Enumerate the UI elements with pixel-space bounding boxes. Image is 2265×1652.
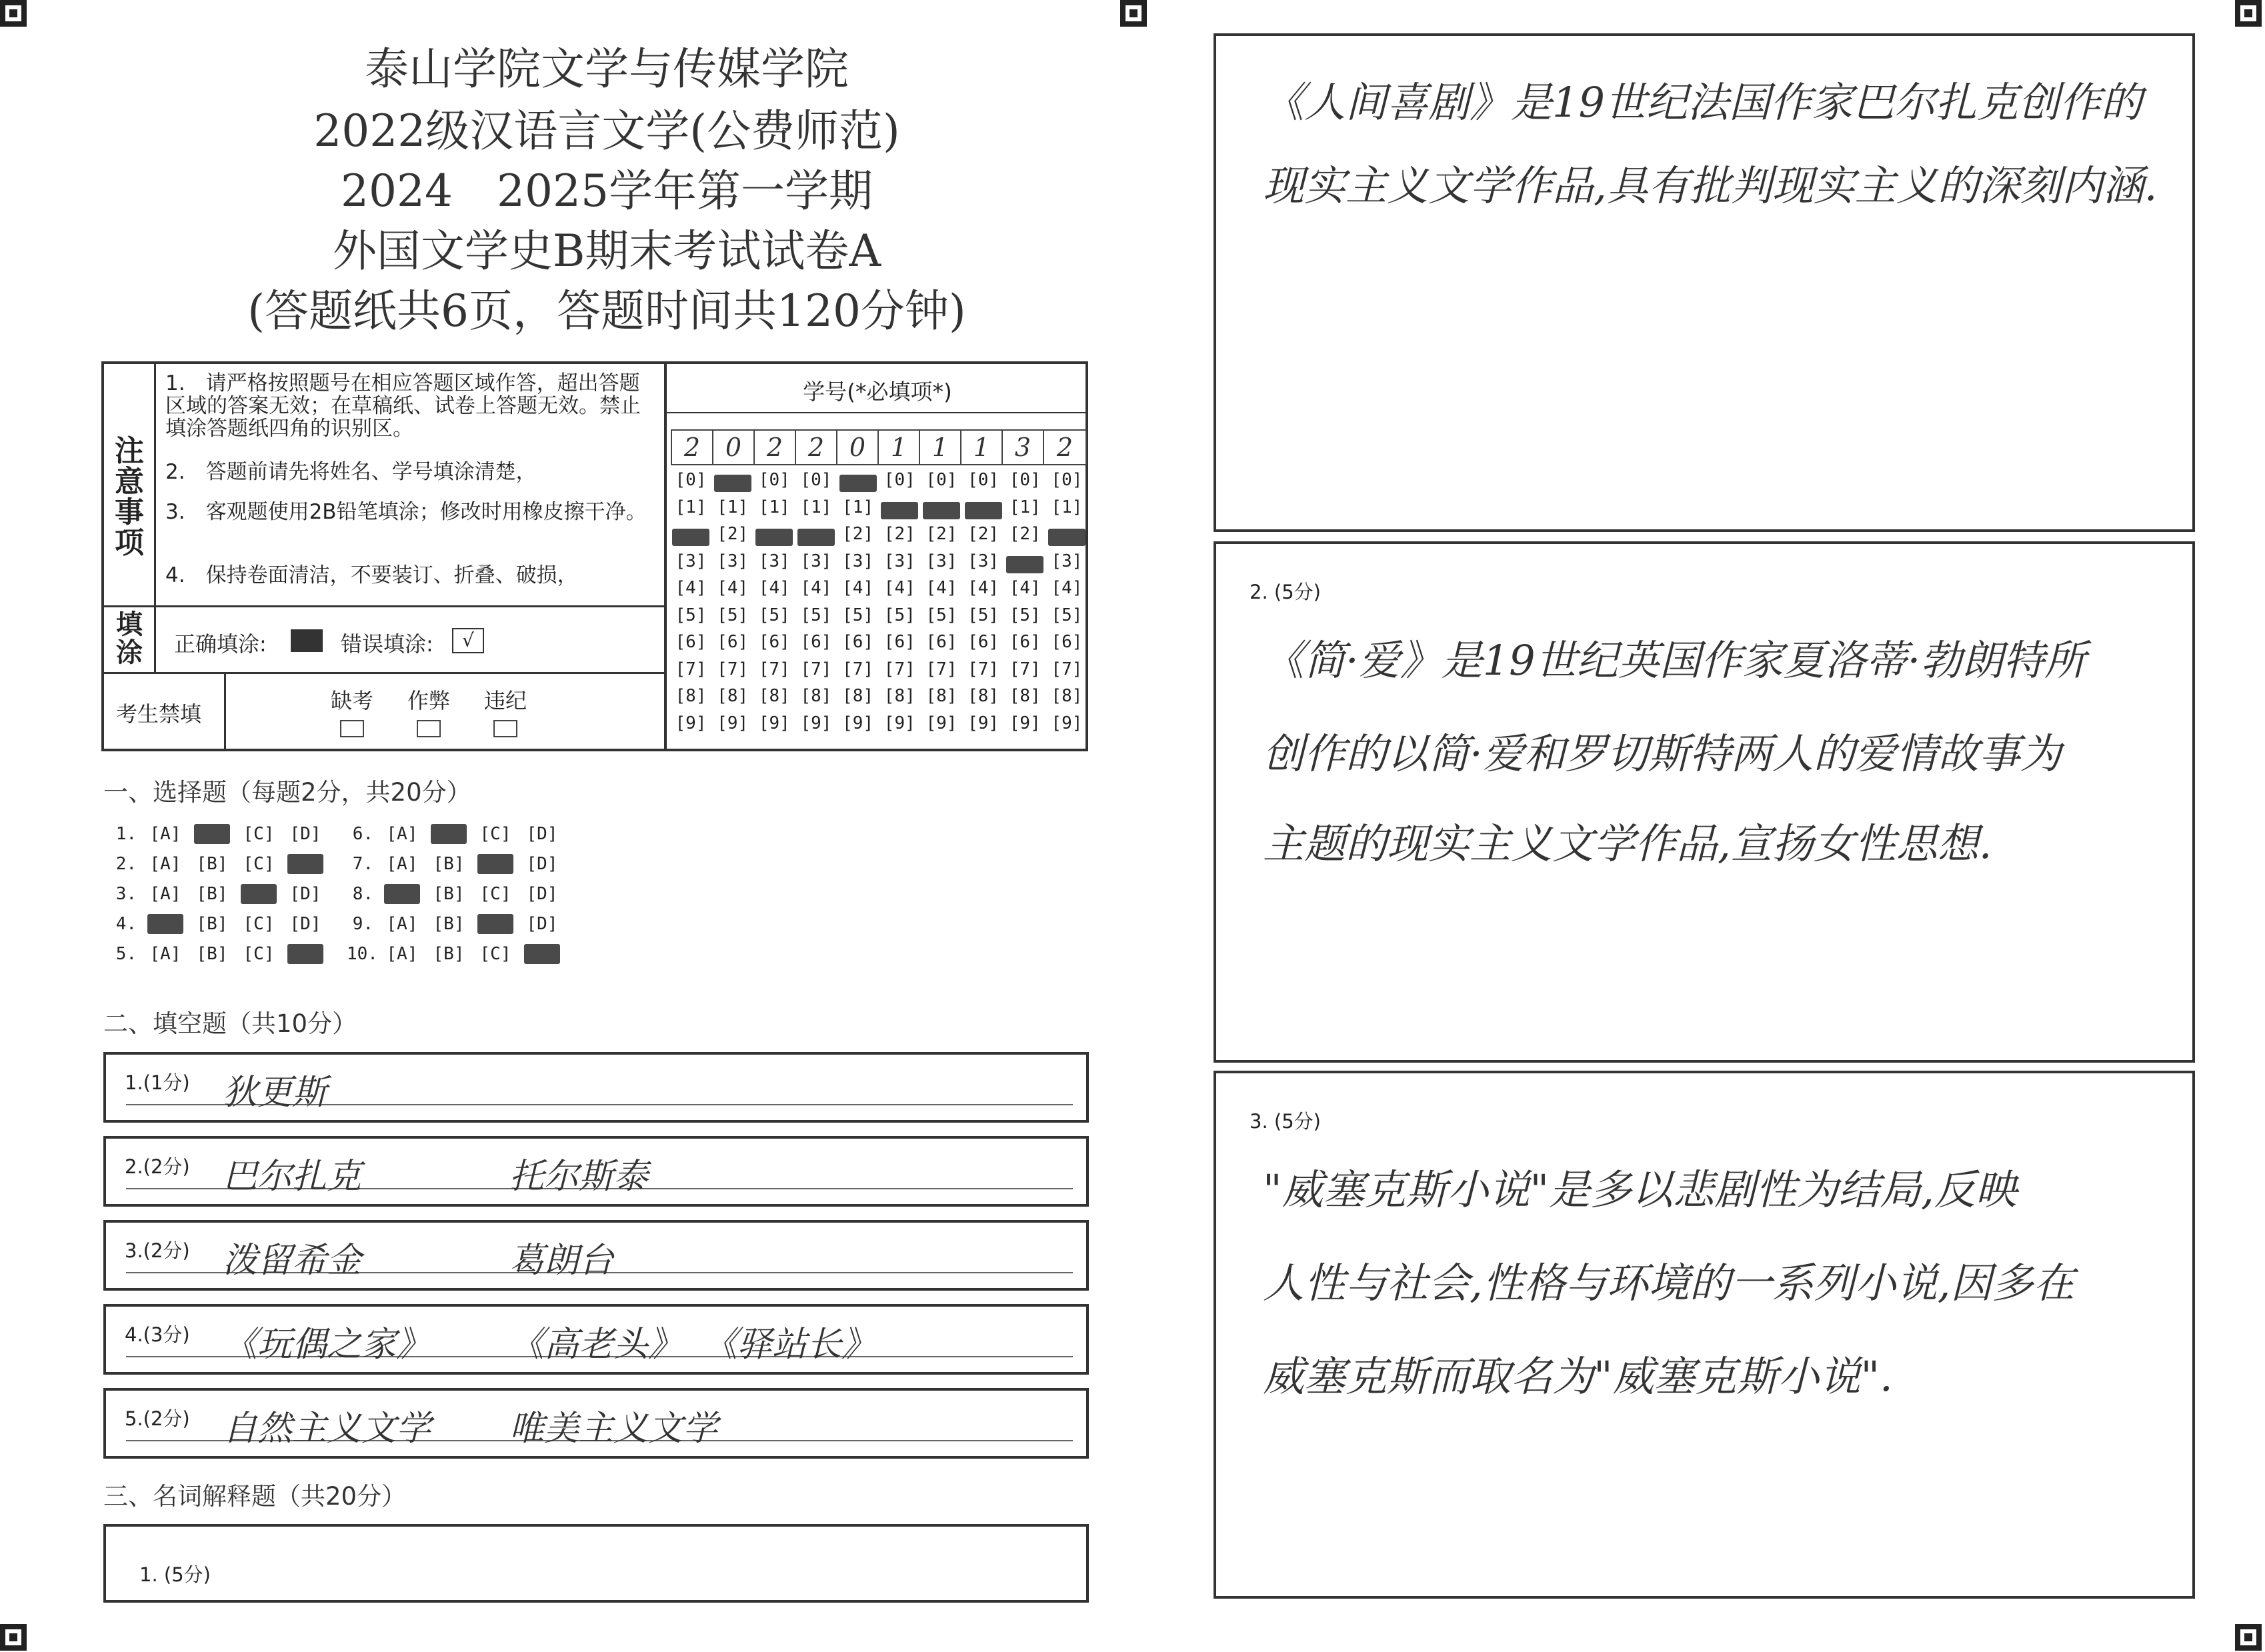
mc-option-bubble[interactable]: [B] bbox=[196, 914, 228, 934]
id-bubble[interactable]: [6] bbox=[675, 632, 707, 652]
id-bubble[interactable]: [0] bbox=[1051, 470, 1083, 490]
fill-blank-box[interactable] bbox=[103, 1052, 1089, 1123]
id-bubble-row bbox=[672, 659, 1085, 687]
fill-correct-sample bbox=[291, 629, 323, 652]
id-bubble[interactable]: [5] bbox=[925, 605, 957, 625]
fill-blank-box[interactable] bbox=[103, 1304, 1089, 1375]
fill-blank-answer: 狄更斯 bbox=[223, 1073, 327, 1113]
id-bubble-row bbox=[672, 551, 1085, 579]
corner-marker-top-left bbox=[0, 0, 27, 27]
id-bubble[interactable]: [7] bbox=[717, 659, 749, 679]
fill-wrong-sample: √ bbox=[452, 628, 484, 653]
id-bubble[interactable]: [2] bbox=[672, 529, 709, 546]
mc-question-row bbox=[110, 854, 323, 874]
mc-option-bubble[interactable]: [C] bbox=[479, 884, 511, 904]
id-bubble[interactable]: [3] bbox=[967, 551, 999, 571]
mc-option-bubble[interactable]: [A] bbox=[386, 824, 418, 844]
student-id-digits bbox=[671, 429, 1087, 465]
id-bubble[interactable]: [2] bbox=[883, 524, 915, 544]
notice-item-2: 2. 答题前请先将姓名、学号填涂清楚， bbox=[165, 460, 537, 484]
id-bubble[interactable]: [7] bbox=[800, 659, 832, 679]
id-bubble[interactable]: [8] bbox=[1051, 686, 1083, 706]
mc-option-bubble[interactable]: [D] bbox=[289, 914, 321, 934]
fill-blank-answer: 《玩偶之家》 bbox=[223, 1325, 431, 1365]
fill-blank-label: 3.(2分) bbox=[125, 1239, 190, 1262]
mc-option-bubble[interactable]: [A] bbox=[149, 884, 181, 904]
mc-question-number: 4. bbox=[115, 914, 137, 934]
mc-option-bubble[interactable]: [A] bbox=[386, 944, 418, 964]
answer-3-line-1: "威塞克斯小说"是多以悲剧性为结局,反映 bbox=[1263, 1165, 2017, 1214]
id-bubble[interactable]: [7] bbox=[758, 659, 790, 679]
id-bubble[interactable]: [6] bbox=[842, 632, 874, 652]
notice-item-4: 4. 保持卷面清洁，不要装订、折叠、破损， bbox=[165, 563, 578, 587]
id-bubble[interactable]: [0] bbox=[714, 475, 751, 492]
short-answer-3-box[interactable] bbox=[1214, 1071, 2195, 1599]
violation-checkbox[interactable] bbox=[493, 720, 517, 737]
id-bubble[interactable]: [4] bbox=[967, 578, 999, 598]
id-bubble[interactable]: [7] bbox=[967, 659, 999, 679]
id-bubble[interactable]: [0] bbox=[925, 470, 957, 490]
exam-option-absent: 缺考 bbox=[331, 684, 373, 737]
short-answer-1-label: 1. (5分) bbox=[139, 1563, 211, 1586]
student-id-bubble-grid[interactable] bbox=[672, 470, 1085, 740]
id-bubble[interactable]: [1] bbox=[881, 502, 918, 519]
header-line-1: 泰山学院文学与传媒学院 bbox=[365, 43, 849, 95]
mc-question-row bbox=[110, 914, 323, 934]
mc-question-row bbox=[110, 884, 323, 904]
id-bubble[interactable]: [5] bbox=[717, 605, 749, 625]
mc-question-row bbox=[110, 824, 323, 844]
mc-question-number: 8. bbox=[352, 884, 373, 904]
id-digit: 2 bbox=[672, 431, 713, 464]
mc-option-bubble[interactable]: [B] bbox=[433, 914, 465, 934]
header-line-5: (答题纸共6页，答题时间共120分钟) bbox=[247, 285, 966, 337]
mc-option-bubble[interactable]: [D] bbox=[526, 884, 558, 904]
id-bubble[interactable]: [8] bbox=[842, 686, 874, 706]
fill-blank-label: 2.(2分) bbox=[125, 1155, 190, 1178]
id-bubble[interactable]: [2] bbox=[1009, 524, 1041, 544]
id-bubble[interactable]: [6] bbox=[967, 632, 999, 652]
exam-option-cheat: 作弊 bbox=[407, 684, 450, 737]
id-bubble[interactable]: [4] bbox=[883, 578, 915, 598]
id-bubble[interactable]: [4] bbox=[717, 578, 749, 598]
mc-option-bubble[interactable]: [B] bbox=[433, 944, 465, 964]
fill-blank-answer: 自然主义文学 bbox=[223, 1409, 431, 1449]
id-bubble[interactable]: [8] bbox=[717, 686, 749, 706]
id-bubble[interactable]: [8] bbox=[883, 686, 915, 706]
id-bubble[interactable]: [9] bbox=[675, 713, 707, 733]
id-bubble[interactable]: [9] bbox=[1051, 713, 1083, 733]
id-bubble[interactable]: [7] bbox=[1009, 659, 1041, 679]
fill-blank-label: 1.(1分) bbox=[125, 1071, 190, 1094]
fill-blank-answer: 葛朗台 bbox=[509, 1241, 614, 1281]
id-bubble[interactable]: [1] bbox=[923, 502, 960, 519]
absent-checkbox[interactable] bbox=[340, 720, 364, 737]
id-bubble[interactable]: [2] bbox=[717, 524, 749, 544]
id-bubble[interactable]: [1] bbox=[1051, 497, 1083, 517]
cheat-checkbox[interactable] bbox=[417, 720, 441, 737]
id-bubble[interactable]: [3] bbox=[800, 551, 832, 571]
answer-2-line-2: 创作的以简·爱和罗切斯特两人的爱情故事为 bbox=[1263, 729, 2062, 778]
mc-option-bubble[interactable]: [D] bbox=[524, 944, 560, 964]
id-bubble[interactable]: [7] bbox=[925, 659, 957, 679]
id-bubble[interactable]: [3] bbox=[842, 551, 874, 571]
answer-3-line-2: 人性与社会,性格与环境的一系列小说,因多在 bbox=[1263, 1259, 2075, 1307]
id-bubble-row bbox=[672, 713, 1085, 741]
corner-marker-top-middle bbox=[1120, 0, 1147, 27]
mc-question-number: 3. bbox=[115, 884, 137, 904]
short-answer-1-box[interactable] bbox=[103, 1524, 1089, 1603]
id-bubble[interactable]: [3] bbox=[1051, 551, 1083, 571]
id-bubble-row bbox=[672, 524, 1085, 551]
mc-option-bubble[interactable]: [B] bbox=[196, 884, 228, 904]
id-bubble[interactable]: [3] bbox=[883, 551, 915, 571]
id-bubble[interactable]: [5] bbox=[758, 605, 790, 625]
id-bubble[interactable]: [3] bbox=[925, 551, 957, 571]
mc-option-bubble[interactable]: [B] bbox=[194, 824, 230, 844]
id-bubble[interactable]: [6] bbox=[1051, 632, 1083, 652]
mc-option-bubble[interactable]: [D] bbox=[526, 824, 558, 844]
mc-option-bubble[interactable]: [A] bbox=[149, 824, 181, 844]
notice-item-3: 3. 客观题使用2B铅笔填涂；修改时用橡皮擦干净。 bbox=[165, 500, 647, 524]
mc-question-number: 10. bbox=[347, 944, 378, 964]
id-bubble[interactable]: [6] bbox=[925, 632, 957, 652]
mc-option-bubble[interactable]: [D] bbox=[287, 854, 323, 874]
id-bubble[interactable]: [0] bbox=[967, 470, 999, 490]
id-bubble-row bbox=[672, 578, 1085, 605]
mc-option-bubble[interactable]: [A] bbox=[149, 944, 181, 964]
fill-side-label: 填涂 bbox=[116, 609, 143, 668]
id-bubble[interactable]: [4] bbox=[675, 578, 707, 598]
id-bubble[interactable]: [5] bbox=[883, 605, 915, 625]
id-bubble[interactable]: [9] bbox=[758, 713, 790, 733]
id-bubble[interactable]: [1] bbox=[965, 502, 1002, 519]
mc-option-bubble[interactable]: [D] bbox=[289, 824, 321, 844]
mc-option-bubble[interactable]: [A] bbox=[149, 854, 181, 874]
answer-2-line-1: 《简·爱》是19世纪英国作家夏洛蒂·勃朗特所 bbox=[1263, 636, 2086, 685]
mc-question-number: 2. bbox=[115, 854, 137, 874]
mc-option-bubble[interactable]: [D] bbox=[287, 944, 323, 964]
fill-blank-label: 4.(3分) bbox=[125, 1323, 190, 1346]
mc-option-bubble[interactable]: [C] bbox=[243, 944, 275, 964]
id-bubble[interactable]: [2] bbox=[842, 524, 874, 544]
id-digit: 1 bbox=[961, 431, 1003, 464]
mc-option-bubble[interactable]: [C] bbox=[241, 884, 277, 904]
mc-question-number: 1. bbox=[115, 824, 137, 844]
id-bubble[interactable]: [0] bbox=[675, 470, 707, 490]
id-bubble[interactable]: [9] bbox=[717, 713, 749, 733]
id-bubble[interactable]: [1] bbox=[717, 497, 749, 517]
mc-option-bubble[interactable]: [C] bbox=[479, 944, 511, 964]
id-bubble[interactable]: [7] bbox=[1051, 659, 1083, 679]
id-bubble[interactable]: [5] bbox=[967, 605, 999, 625]
header-line-4: 外国文学史B期末考试试卷A bbox=[332, 225, 881, 277]
id-bubble[interactable]: [7] bbox=[842, 659, 874, 679]
mc-question-row bbox=[347, 854, 560, 874]
id-bubble[interactable]: [8] bbox=[800, 686, 832, 706]
corner-marker-bottom-right bbox=[2235, 1624, 2262, 1651]
fill-blank-answer: 巴尔扎克 bbox=[223, 1157, 362, 1197]
mc-question-row bbox=[347, 914, 560, 934]
id-bubble[interactable]: [1] bbox=[675, 497, 707, 517]
id-bubble[interactable]: [2] bbox=[1048, 529, 1085, 546]
short-answer-2-box[interactable] bbox=[1214, 541, 2195, 1063]
mc-question-number: 5. bbox=[115, 944, 137, 964]
id-digit: 2 bbox=[1056, 433, 1073, 462]
answer-3-label: 3. (5分) bbox=[1250, 1110, 1321, 1133]
id-bubble[interactable]: [8] bbox=[675, 686, 707, 706]
id-bubble[interactable]: [2] bbox=[925, 524, 957, 544]
mc-option-bubble[interactable]: [C] bbox=[243, 914, 275, 934]
id-bubble[interactable]: [0] bbox=[758, 470, 790, 490]
id-digit: 0 bbox=[713, 431, 755, 464]
short-answer-1-continued[interactable] bbox=[1214, 33, 2195, 532]
id-bubble-row bbox=[672, 497, 1085, 525]
id-bubble[interactable]: [4] bbox=[925, 578, 957, 598]
id-bubble[interactable]: [7] bbox=[675, 659, 707, 679]
mc-option-bubble[interactable]: [A] bbox=[384, 884, 420, 904]
id-bubble[interactable]: [6] bbox=[800, 632, 832, 652]
answer-3-line-3: 威塞克斯而取名为"威塞克斯小说". bbox=[1263, 1352, 1893, 1401]
id-bubble[interactable]: [0] bbox=[1009, 470, 1041, 490]
exam-option-violation: 违纪 bbox=[484, 684, 527, 737]
id-bubble[interactable]: [4] bbox=[842, 578, 874, 598]
id-bubble[interactable]: [8] bbox=[925, 686, 957, 706]
fill-blank-box[interactable] bbox=[103, 1136, 1089, 1207]
answer-1-line-2: 现实主义文学作品,具有批判现实主义的深刻内涵. bbox=[1263, 161, 2158, 210]
id-bubble[interactable]: [5] bbox=[800, 605, 832, 625]
id-bubble[interactable]: [2] bbox=[755, 529, 793, 546]
header-line-3: 2024 2025学年第一学期 bbox=[341, 165, 873, 217]
student-id-title: 学号(*必填项*) bbox=[803, 379, 952, 405]
id-bubble[interactable]: [4] bbox=[1009, 578, 1041, 598]
exam-forbidden-label: 考生禁填 bbox=[116, 701, 202, 727]
id-bubble[interactable]: [6] bbox=[717, 632, 749, 652]
id-bubble[interactable]: [1] bbox=[1009, 497, 1041, 517]
corner-marker-top-right bbox=[2235, 0, 2262, 27]
id-bubble[interactable]: [1] bbox=[842, 497, 874, 517]
section3-title: 三、名词解释题（共20分） bbox=[103, 1482, 407, 1511]
mc-option-bubble[interactable]: [D] bbox=[289, 884, 321, 904]
id-bubble[interactable]: [1] bbox=[800, 497, 832, 517]
mc-option-bubble[interactable]: [B] bbox=[196, 944, 228, 964]
id-bubble[interactable]: [0] bbox=[800, 470, 832, 490]
fill-correct-label: 正确填涂: bbox=[174, 631, 267, 657]
mc-question-row bbox=[110, 944, 323, 964]
fill-blank-answer: 《驿站长》 bbox=[703, 1325, 877, 1365]
id-bubble[interactable]: [0] bbox=[839, 475, 877, 492]
id-digit: 1 bbox=[879, 431, 920, 464]
mc-option-bubble[interactable]: [D] bbox=[526, 854, 558, 874]
mc-option-bubble[interactable]: [B] bbox=[433, 854, 465, 874]
fill-blank-box[interactable] bbox=[103, 1220, 1089, 1291]
id-bubble[interactable]: [9] bbox=[842, 713, 874, 733]
mc-option-bubble[interactable]: [A] bbox=[386, 854, 418, 874]
id-bubble[interactable]: [9] bbox=[883, 713, 915, 733]
id-bubble[interactable]: [9] bbox=[800, 713, 832, 733]
mc-option-bubble[interactable]: [C] bbox=[479, 824, 511, 844]
fill-wrong-label: 错误填涂: bbox=[341, 631, 433, 657]
id-bubble[interactable]: [6] bbox=[1009, 632, 1041, 652]
fill-blank-answer: 托尔斯泰 bbox=[509, 1157, 649, 1197]
fill-blank-answer: 《高老头》 bbox=[509, 1325, 683, 1365]
id-bubble[interactable]: [3] bbox=[1006, 556, 1043, 573]
id-bubble[interactable]: [5] bbox=[1009, 605, 1041, 625]
mc-question-row bbox=[347, 824, 560, 844]
id-bubble[interactable]: [6] bbox=[758, 632, 790, 652]
id-bubble[interactable]: [9] bbox=[925, 713, 957, 733]
header-line-2: 2022级汉语言文学(公费师范) bbox=[313, 105, 900, 157]
mc-option-bubble[interactable]: [B] bbox=[196, 854, 228, 874]
id-bubble[interactable]: [6] bbox=[883, 632, 915, 652]
fill-blank-answer: 唯美主义文学 bbox=[509, 1409, 718, 1449]
id-bubble[interactable]: [5] bbox=[842, 605, 874, 625]
answer-2-label: 2. (5分) bbox=[1250, 581, 1321, 603]
id-bubble[interactable]: [4] bbox=[758, 578, 790, 598]
mc-question-number: 9. bbox=[352, 914, 373, 934]
id-bubble[interactable]: [9] bbox=[967, 713, 999, 733]
fill-blank-box[interactable] bbox=[103, 1388, 1089, 1459]
id-bubble-row bbox=[672, 470, 1085, 497]
mc-question-row bbox=[347, 884, 560, 904]
id-bubble[interactable]: [2] bbox=[967, 524, 999, 544]
id-bubble[interactable]: [7] bbox=[883, 659, 915, 679]
fill-blank-label: 5.(2分) bbox=[125, 1407, 190, 1430]
id-bubble[interactable]: [8] bbox=[758, 686, 790, 706]
id-bubble[interactable]: [5] bbox=[675, 605, 707, 625]
mc-option-bubble[interactable]: [C] bbox=[477, 914, 513, 934]
id-bubble[interactable]: [4] bbox=[1051, 578, 1083, 598]
section2-title: 二、填空题（共10分） bbox=[103, 1009, 357, 1038]
mc-option-bubble[interactable]: [B] bbox=[433, 884, 465, 904]
answer-1-line-1: 《人间喜剧》是19世纪法国作家巴尔扎克创作的 bbox=[1263, 78, 2142, 127]
id-digit: 2 bbox=[796, 431, 837, 464]
id-bubble[interactable]: [3] bbox=[675, 551, 707, 571]
id-bubble[interactable]: [3] bbox=[717, 551, 749, 571]
mc-option-bubble[interactable]: [A] bbox=[386, 914, 418, 934]
answer-2-line-3: 主题的现实主义文学作品,宣扬女性思想. bbox=[1263, 819, 1992, 868]
id-bubble[interactable]: [3] bbox=[758, 551, 790, 571]
mc-question-number: 7. bbox=[352, 854, 373, 874]
notice-item-1: 1. 请严格按照题号在相应答题区域作答，超出答题区域的答案无效；在草稿纸、试卷上答题无效。禁止填涂答题纸四角的识别区。 bbox=[165, 371, 641, 441]
corner-marker-bottom-left bbox=[0, 1624, 27, 1651]
mc-question-row bbox=[347, 944, 560, 964]
notice-side-label: 注意事项 bbox=[115, 434, 144, 560]
id-digit: 1 bbox=[920, 431, 961, 464]
id-bubble[interactable]: [8] bbox=[967, 686, 999, 706]
mc-option-bubble[interactable]: [C] bbox=[243, 824, 275, 844]
id-bubble[interactable]: [5] bbox=[1051, 605, 1083, 625]
id-bubble[interactable]: [9] bbox=[1009, 713, 1041, 733]
id-bubble[interactable]: [2] bbox=[797, 529, 835, 546]
id-bubble-row bbox=[672, 686, 1085, 713]
mc-option-bubble[interactable]: [B] bbox=[431, 824, 467, 844]
mc-option-bubble[interactable]: [C] bbox=[477, 854, 513, 874]
mc-option-bubble[interactable]: [D] bbox=[526, 914, 558, 934]
section1-title: 一、选择题（每题2分，共20分） bbox=[103, 778, 471, 807]
id-bubble[interactable]: [0] bbox=[883, 470, 915, 490]
id-digit: 0 bbox=[837, 431, 879, 464]
id-bubble[interactable]: [1] bbox=[758, 497, 790, 517]
id-bubble-row bbox=[672, 605, 1085, 633]
id-digit: 3 bbox=[1003, 431, 1044, 464]
id-bubble[interactable]: [4] bbox=[800, 578, 832, 598]
id-digit: 2 bbox=[755, 431, 796, 464]
id-bubble[interactable]: [8] bbox=[1009, 686, 1041, 706]
mc-question-number: 6. bbox=[352, 824, 373, 844]
mc-option-bubble[interactable]: [C] bbox=[243, 854, 275, 874]
mc-option-bubble[interactable]: [A] bbox=[147, 914, 183, 934]
fill-blank-answer: 泼留希金 bbox=[223, 1241, 362, 1281]
id-bubble-row bbox=[672, 632, 1085, 659]
